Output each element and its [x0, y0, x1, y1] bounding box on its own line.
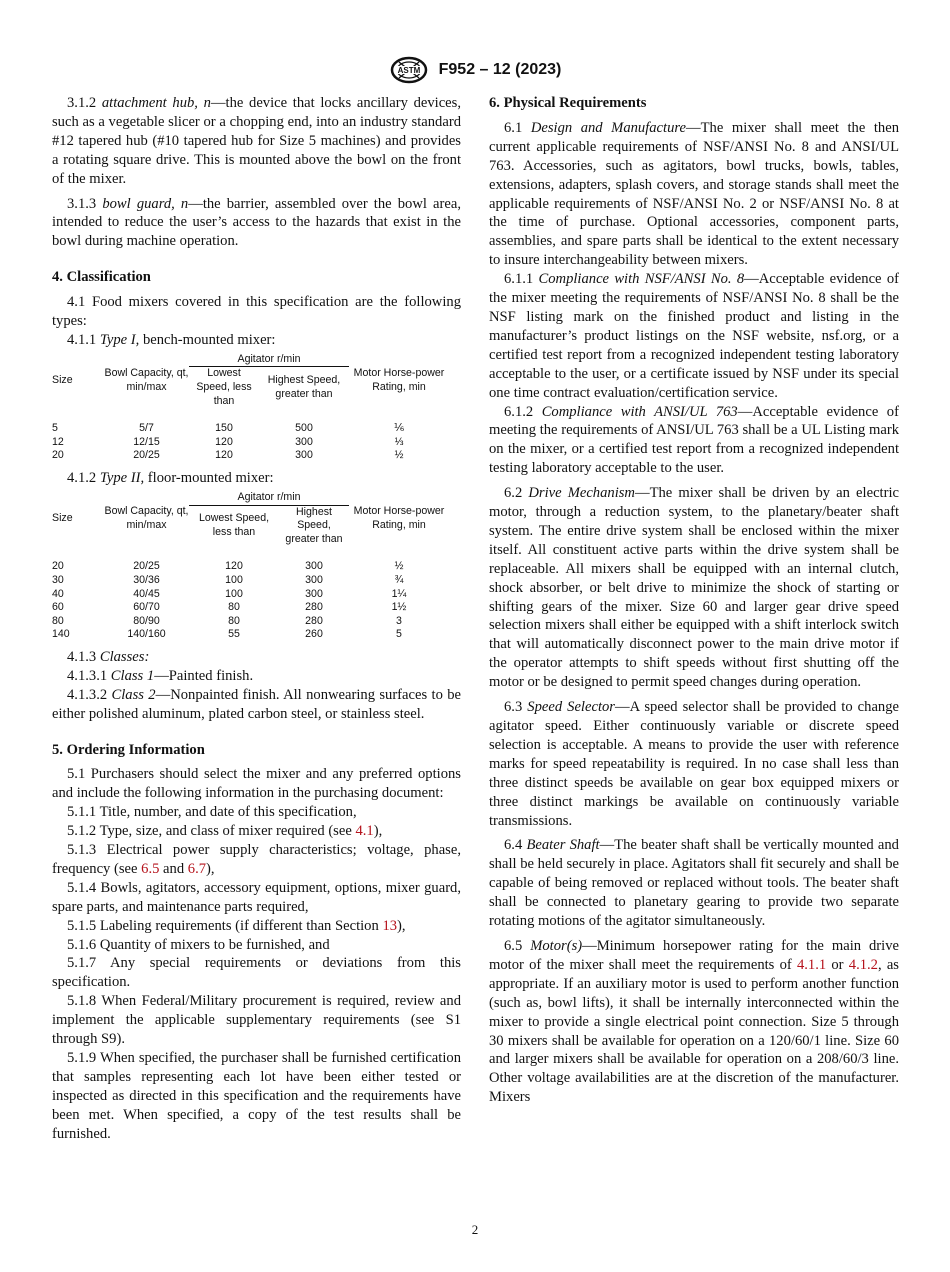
table-row: 20 20/25 120 300 ½: [52, 449, 404, 462]
right-column: [489, 94, 899, 1107]
para-4-1-3: 4.1.3 Classes:: [67, 648, 150, 665]
table-header-motor: Motor Horse-power Rating, min: [353, 366, 445, 393]
para-5-1-5: 5.1.5 Labeling requirements (if different than Section 13),: [67, 917, 406, 934]
para-6-5: 6.5 Motor(s)—Minimum horsepower rating for the main drive motor of the mixer shall meet the requirements of 4.1.1 or 4.1.2, as appropriate. If an auxiliary motor is used to perform another function (such as, bowl lifts), it shall be internally interconnected within the mixer to provide a single electrical point connection. Size 5 through 30 mixers shall be available for operation on a 120/60/1 line. Size 60 and larger mixers shall be available for operation on a 208/60/3 line. Other voltage availabilities are at the discretion of the manufacturer. Mixers: [489, 937, 899, 1106]
left-column: [52, 94, 461, 1144]
type-1-mixer-table: [52, 353, 449, 463]
para-5-1-1: 5.1.1 Title, number, and date of this specification,: [67, 804, 357, 821]
table-row: 60 60/70 80 280 1½: [52, 601, 407, 614]
table-row: 30 30/36 100 300 ¾: [52, 573, 404, 586]
para-5-1-9: 5.1.9 When specified, the purchaser shall be furnished certification that samples representing each lot have been either tested or inspected as directed in this specification and the requirements have been met. When specified, a copy of the test results shall be furnished.: [52, 1050, 461, 1142]
para-4-1-1: 4.1.1 Type I, bench-mounted mixer:: [67, 331, 276, 348]
para-6-1-2: 6.1.2 Compliance with ANSI/UL 763—Acceptable evidence of meeting the requirements of ANSI/UL 763 shall be a UL Listing mark on the mixer, or a certified test report from a recognized independent testing laboratory acceptable to the user.: [489, 403, 899, 477]
table-header-lowest: Lowest Speed, less than: [198, 512, 270, 538]
table-header-size: Size: [52, 373, 73, 386]
para-3-1-2: 3.1.2 attachment hub, n—the device that locks ancillary devices, such as a vegetable slicer or a chopping end, into an industry standard #12 tapered hub (#10 tapered hub for Size 5 machines) and provides a rotating square drive. This is mounted above the bowl on the front of the mixer.: [52, 95, 461, 187]
ref-link-4-1[interactable]: 4.1: [355, 823, 374, 840]
para-5-1-2: 5.1.2 Type, size, and class of mixer required (see 4.1),: [67, 823, 383, 840]
para-5-1-3: 5.1.3 Electrical power supply characteristics; voltage, phase, frequency (see 6.5 and 6.7),: [52, 842, 461, 877]
table-header-lowest: Lowest Speed, less than: [196, 367, 252, 407]
section-5-heading: 5. Ordering Information: [52, 741, 205, 758]
table-row: 12 12/15 120 300 ⅓: [52, 435, 404, 448]
para-4-1-2: 4.1.2 Type II, floor-mounted mixer:: [67, 470, 274, 487]
document-designation: F952 – 12 (2023): [438, 61, 562, 78]
table-header-agitator: Agitator r/min: [189, 491, 349, 505]
table-header-size: Size: [52, 511, 73, 524]
section-4-heading: 4. Classification: [52, 269, 151, 286]
table-header-highest: Highest Speed, greater than: [285, 505, 343, 545]
para-6-4: 6.4 Beater Shaft—The beater shaft shall be vertically mounted and shall be held securely in place. Agitators shall fit securely and shall be capable of being removed or replaced without tools. The beater shaft shall be connected to planetary gearing to provide two separate rotating motions of the agitator simultaneously.: [489, 837, 899, 930]
para-5-1-8: 5.1.8 When Federal/Military procurement is required, review and implement the applicable supplementary requirements (see S1 through S9).: [52, 993, 461, 1048]
ref-link-4-1-1[interactable]: 4.1.1: [796, 956, 827, 973]
table-header-motor: Motor Horse-power Rating, min: [353, 505, 445, 531]
table-row: 80 80/90 80 280 3: [52, 614, 402, 627]
para-6-1: 6.1 Design and Manufacture—The mixer shall meet the then current applicable requirements of NSF/ANSI No. 8 and ANSI/UL 763. Accessories, such as agitators, bowl trucks, bowls, tables, extensions, adapters, splash covers, and storage stands shall meet the applicable requirements of NSF/ANSI No. 2 or NSF/ANSI No. 8 at the time of purchase. Optional accessories, component parts, assemblies, and spare parts shall be identical to the extent necessary to insure interchangeability between mixers.: [489, 119, 899, 269]
para-5-1: 5.1 Purchasers should select the mixer and any preferred options and include the following information in the purchasing document:: [52, 766, 461, 802]
table-header-highest: Highest Speed, greater than: [267, 374, 341, 400]
para-4-1: 4.1 Food mixers covered in this specification are the following types:: [52, 294, 461, 330]
table-row: 5 5/7 150 500 ⅙: [52, 422, 405, 435]
table-header-bowl: Bowl Capacity, qt, min/max: [104, 366, 189, 393]
para-5-1-7: 5.1.7 Any special requirements or deviations from this specification.: [52, 955, 461, 991]
para-6-3: 6.3 Speed Selector—A speed selector shall be provided to change agitator speed. Either continuously variable or discrete speed selection is acceptable. A means to provide the user with reference marks for speed repeatability is required. In no case shall less than three distinct speeds be available on gear box equipped mixers or three distinct markings be available on continuously variable transmissions.: [489, 699, 900, 829]
page-number: 2: [471, 1222, 479, 1237]
type-2-mixer-table: [52, 491, 449, 642]
para-3-1-3: 3.1.3 bowl guard, n—the barrier, assembled over the bowl area, intended to reduce the user’s access to the hazards that exist in the bowl during machine operation.: [52, 195, 461, 250]
table-row: 20 20/25 120 300 ½: [52, 560, 404, 573]
ref-link-6-5[interactable]: 6.5: [141, 860, 160, 877]
ref-link-4-1-2[interactable]: 4.1.2: [848, 956, 878, 973]
astm-logo-icon: [389, 56, 429, 84]
table-header-agitator: Agitator r/min: [189, 353, 349, 367]
ref-link-6-7[interactable]: 6.7: [187, 860, 207, 877]
para-5-1-4: 5.1.4 Bowls, agitators, accessory equipment, options, mixer guard, spare parts, and maintenance parts required,: [52, 879, 461, 915]
para-5-1-6: 5.1.6 Quantity of mixers to be furnished, and: [67, 936, 330, 953]
para-6-2: 6.2 Drive Mechanism—The mixer shall be driven by an electric motor, through a reduction system, to the planetary/beater shaft system. The entire drive system shall be enclosed within the mixer itself. All constituent active parts within the drive system shall be replaceable. All mixers shall be equipped with an internal clutch, shock absorber, or belt drive to minimize the shock of starting or shifting gears of the mixer. Size 60 and larger gear drive speed selection mixers shall either be equipped with a shift interlock switch that will automatically disconnect power to the main drive motor if the operator attempts to shift speeds without first shutting off the motor or be designed to permit speed changes during operation.: [489, 485, 899, 691]
ref-link-section-13[interactable]: 13: [382, 917, 398, 934]
table-row: 40 40/45 100 300 1¼: [52, 587, 407, 600]
para-4-1-3-1: 4.1.3.1 Class 1—Painted finish.: [67, 667, 254, 684]
table-header-bowl: Bowl Capacity, qt, min/max: [104, 505, 189, 531]
page-header: [0, 56, 950, 84]
table-row: 140 140/160 55 260 5: [52, 628, 402, 641]
para-4-1-3-2: 4.1.3.2 Class 2—Nonpainted finish. All nonwearing surfaces to be either polished aluminum, plated carbon steel, or stainless steel.: [52, 686, 461, 722]
para-6-1-1: 6.1.1 Compliance with NSF/ANSI No. 8—Acceptable evidence of the mixer meeting the requirements of NSF/ANSI No. 8 shall be the NSF listing mark on the finished product and listing in the manufacturer’s product listings on the NSF website, nsf.org, or a certified test report from a recognized independent testing laboratory acceptable to the user, or a certificate issued by NSF under its special one time contract evaluation/certification service.: [489, 271, 899, 401]
svg-text:ASTM: ASTM: [397, 66, 420, 75]
section-6-heading: 6. Physical Requirements: [489, 95, 647, 111]
